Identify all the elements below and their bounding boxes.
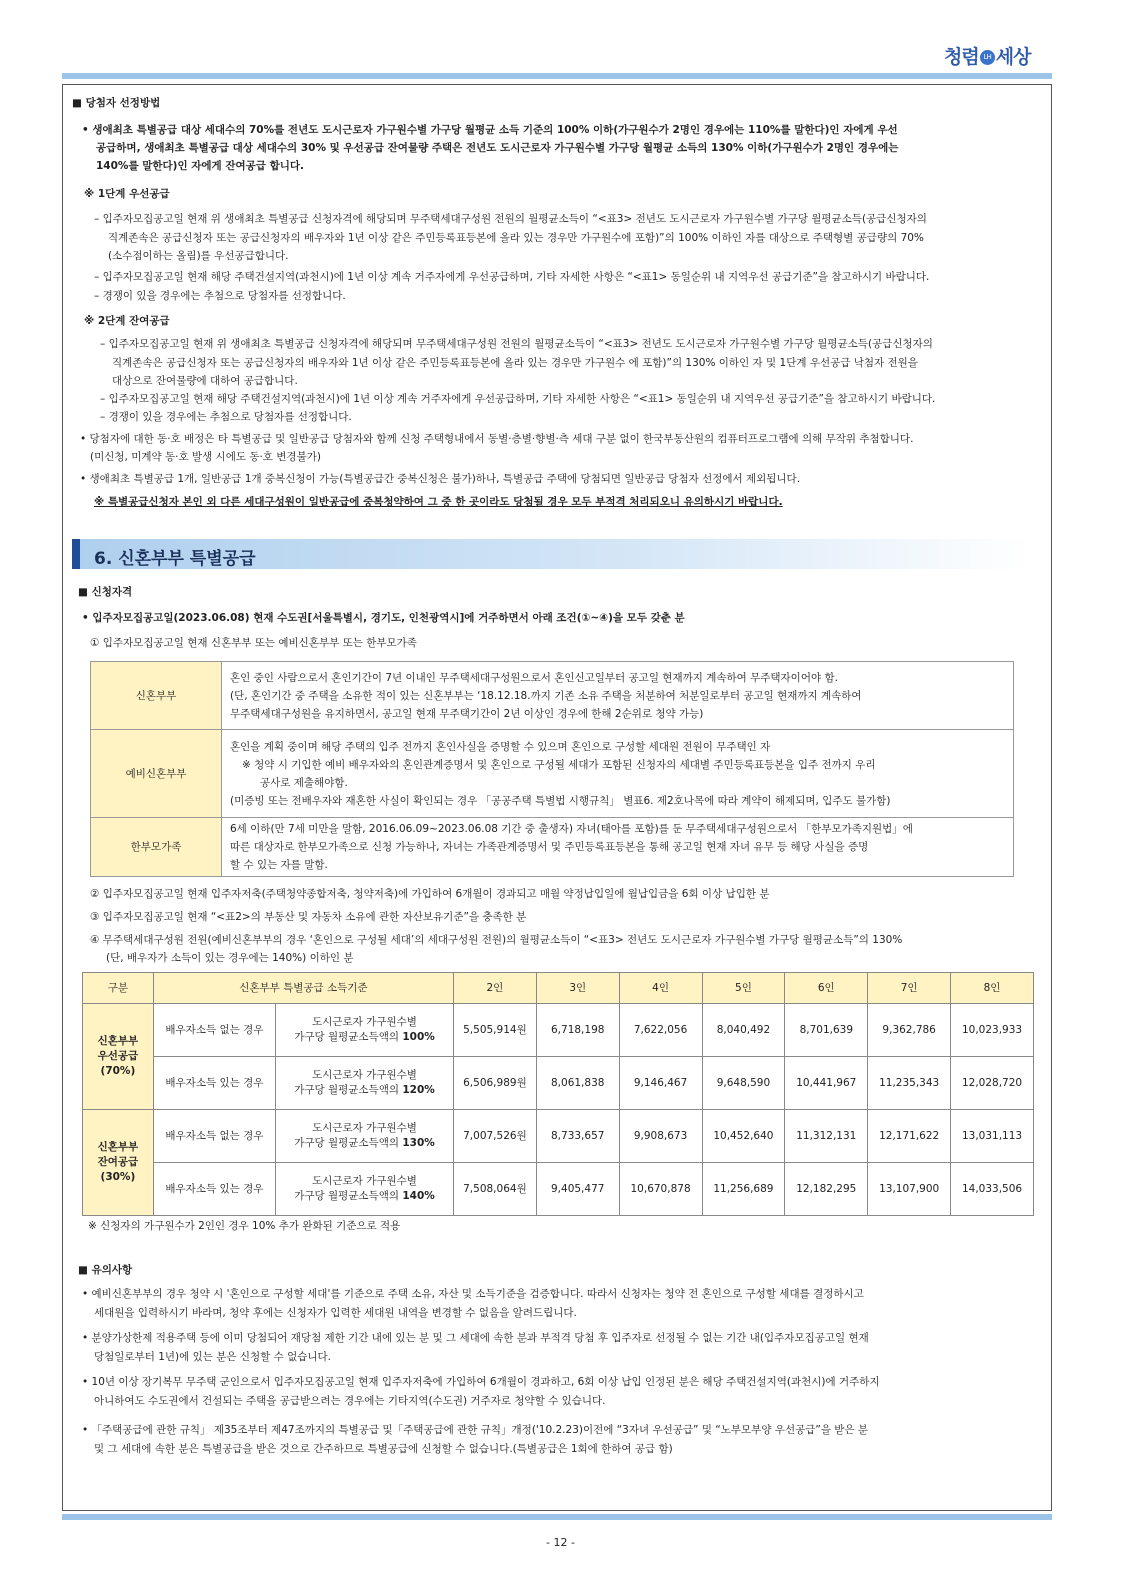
stage2-line3: 대상으로 잔여물량에 대하여 공급합니다. [112,375,298,387]
value-cell: 8,040,492 [702,1004,785,1057]
condition-4-line1: ④ 무주택세대구성원 전원(예비신혼부부의 경우 ‘혼인으로 구성될 세대’의 세대구성원 전원)의 월평균소득이 “<표3> 전년도 도시근로자 가구원수별 가구당 월평균소득”의 130% [90,934,903,946]
bullet-assignment-line1: • 당첨자에 대한 동·호 배정은 타 특별공급 및 일반공급 당첨자와 함께 신청 주택형내에서 동별·층별·향별·측 세대 구분 없이 한국부동산원의 컴퓨터프로그램에 의해 무작위 추첨합니다. [80,433,914,445]
desc-line: 무주택세대구성원을 유지하면서, 공고일 현재 무주택기간이 2년 이상인 경우에 한해 2순위로 청약 가능) [230,707,704,720]
value-cell: 7,508,064원 [454,1163,537,1216]
desc-line: ※ 청약 시 기입한 예비 배우자와의 혼인관계증명서 및 혼인으로 구성될 세대가 포함된 신청자의 세대별 주민등록표등본을 입주 전까지 우리 [242,758,876,771]
stage2-title: ※ 2단계 잔여공급 [84,315,170,327]
value-cell: 14,033,506 [951,1163,1034,1216]
case-cell: 배우자소득 없는 경우 [153,1110,275,1163]
group-line: (30%) [100,1171,136,1183]
condition-2: ② 입주자모집공고일 현재 입주자저축(주택청약종합저축, 청약저축)에 가입하여 6개월이 경과되고 매월 약정납입일에 월납입금을 6회 이상 납입한 분 [90,888,770,900]
caution-title: ■ 유의사항 [78,1264,133,1276]
stage1-line2: 직계존속은 공급신청자 또는 공급신청자의 배우자와 1년 이상 같은 주민등록표등본에 올라 있는 경우만 가구원수에 포함)”의 100% 이하인 자를 대상으로 주택형별 공급량의 70% [108,232,924,244]
table-row [91,662,1014,730]
condition-4-line2: (단, 배우자가 소득이 있는 경우에는 140%) 이하인 분 [106,952,354,964]
basis-line [277,1136,452,1151]
winner-intro-line1: • 생애최초 특별공급 대상 세대수의 70%를 전년도 도시근로자 가구원수별 가구당 월평균 소득 기준의 100% 이하(가구원수가 2명인 경우에는 110%를 말한다)인 자에게 우선 [82,124,898,136]
basis-line: 도시근로자 가구원수별 [312,1122,417,1134]
value-cell: 9,146,467 [619,1057,702,1110]
section-title: 6. 신혼부부 특별공급 [94,549,256,569]
desc-line: 혼인 중인 사람으로서 혼인기간이 7년 이내인 무주택세대구성원으로서 혼인신고일부터 공고일 현재까지 계속하여 무주택자이어야 함. [230,671,838,684]
type-desc-single-parent [222,818,1014,877]
desc-line: (단, 혼인기간 중 주택을 소유한 적이 있는 신혼부부는 ‘18.12.18.까지 기존 소유 주택을 처분하여 처분일로부터 공고일 현재까지 계속하여 [230,689,862,702]
value-cell: 8,733,657 [536,1110,619,1163]
col-header: 구분 [83,973,154,1004]
table-row [91,818,1014,877]
bottom-divider [62,1514,1052,1520]
section-heading-bar [72,539,80,569]
stage1-line4: – 입주자모집공고일 현재 해당 주택건설지역(과천시)에 1년 이상 계속 거주자에게 우선공급하며, 기타 자세한 사항은 “<표1> 동일순위 내 지역우선 공급기준”을 참고하시기 바랍니다. [94,271,930,283]
table-row [83,1057,1034,1110]
col-header: 신혼부부 특별공급 소득기준 [153,973,453,1004]
table-row [83,1004,1034,1057]
value-cell: 5,505,914원 [454,1004,537,1057]
group-line: 잔여공급 [97,1156,139,1168]
caution-3-line1: • 10년 이상 장기복무 무주택 군인으로서 입주자모집공고일 현재 입주자저축에 가입하여 6개월이 경과하고, 6회 이상 납입 인정된 분은 해당 주택건설지역(과천시)에 거주하지 [82,1376,880,1388]
caution-2-line1: • 분양가상한제 적용주택 등에 이미 당첨되어 재당첨 제한 기간 내에 있는 분 및 그 세대에 속한 분과 부적격 당첨 후 입주자로 선정될 수 없는 기간 내(입주자모집공고일 현재 [82,1332,869,1344]
income-criteria-table [82,972,1034,1216]
basis-percent: 140% [402,1190,435,1202]
basis-text: 가구당 월평균소득액의 [294,1137,403,1149]
stage2-line5: – 경쟁이 있을 경우에는 추첨으로 당첨자를 선정합니다. [100,411,352,423]
col-header: 6인 [785,973,868,1004]
basis-line: 도시근로자 가구원수별 [312,1069,417,1081]
logo-mark-icon: LH [980,50,995,65]
stage2-line1: – 입주자모집공고일 현재 위 생애최초 특별공급 신청자격에 해당되며 무주택세대구성원 전원의 월평균소득이 “<표3> 전년도 도시근로자 가구원수별 가구당 월평균소득(공급신청자의 [100,338,933,350]
section-heading [72,539,1030,569]
type-label-single-parent: 한부모가족 [91,818,222,877]
value-cell: 12,182,295 [785,1163,868,1216]
basis-percent: 120% [402,1084,435,1096]
col-header: 4인 [619,973,702,1004]
caution-2-line2: 당첨일로부터 1년)에 있는 분은 신청할 수 없습니다. [94,1351,331,1363]
desc-line: (미증빙 또는 전배우자와 재혼한 사실이 확인되는 경우 「공공주택 특별법 시행규칙」 별표6. 제2호나목에 따라 계약이 해제되며, 입주도 불가함) [230,794,891,807]
bullet-assignment-line2: (미신청, 미계약 동·호 발생 시에도 동·호 변경불가) [90,451,321,463]
group-label-priority [83,1004,154,1110]
basis-line: 도시근로자 가구원수별 [312,1016,417,1028]
caution-1-line2: 세대원을 입력하시기 바라며, 청약 후에는 신청자가 입력한 세대원 내역을 변경할 수 없음을 알려드립니다. [94,1307,577,1319]
desc-line: 따른 대상자로 한부모가족으로 신청 가능하나, 자녀는 가족관계증명서 및 주민등록표등본을 통해 공고일 현재 자녀 유무 등 해당 사실을 증명 [230,841,869,853]
value-cell: 11,312,131 [785,1110,868,1163]
value-cell: 11,235,343 [868,1057,951,1110]
desc-line: 할 수 있는 자를 말함. [230,859,328,871]
basis-line [277,1083,452,1098]
value-cell: 13,031,113 [951,1110,1034,1163]
desc-line: 혼인을 계획 중이며 해당 주택의 입주 전까지 혼인사실을 증명할 수 있으며 혼인으로 구성할 세대원 전원이 무주택인 자 [230,740,771,753]
type-desc-engaged [222,730,1014,818]
bullet-duplicate: • 생애최초 특별공급 1개, 일반공급 1개 중복신청이 가능(특별공급간 중복신청은 불가)하나, 특별공급 주택에 당첨되면 일반공급 당첨자 선정에서 제외됩니다. [80,473,801,485]
col-header: 5인 [702,973,785,1004]
basis-line [277,1189,452,1204]
condition-3: ③ 입주자모집공고일 현재 “<표2>의 부동산 및 자동차 소유에 관한 자산보유기준”을 충족한 분 [90,911,527,923]
table-row [83,1110,1034,1163]
group-line: (70%) [100,1065,136,1077]
stage2-line4: – 입주자모집공고일 현재 해당 주택건설지역(과천시)에 1년 이상 계속 거주자에게 우선공급하며, 기타 자세한 사항은 “<표1> 동일순위 내 지역우선 공급기준”을 참고하시기 바랍니다. [100,393,936,405]
caution-4-line1: • 「주택공급에 관한 규칙」 제35조부터 제47조까지의 특별공급 및「주택공급에 관한 규칙」개정('10.2.23)이전에 “3자녀 우선공급” 및 “노부모부양 우선공급”을 받은 분 [82,1424,869,1436]
value-cell: 10,670,878 [619,1163,702,1216]
stage1-line5: – 경쟁이 있을 경우에는 추첨으로 당첨자를 선정합니다. [94,290,346,302]
page-number: - 12 - [546,1536,575,1549]
value-cell: 12,028,720 [951,1057,1034,1110]
value-cell: 6,718,198 [536,1004,619,1057]
value-cell: 12,171,622 [868,1110,951,1163]
value-cell: 7,007,526원 [454,1110,537,1163]
group-line: 신혼부부 [97,1035,139,1047]
brand-logo [944,42,1030,69]
logo-text-first: 청렴 [944,46,979,68]
basis-cell [276,1110,454,1163]
value-cell: 9,405,477 [536,1163,619,1216]
logo-text-second: 세상 [995,46,1031,68]
col-header: 3인 [536,973,619,1004]
group-line: 신혼부부 [97,1141,139,1153]
caution-1-line1: • 예비신혼부부의 경우 청약 시 '혼인으로 구성할 세대'를 기준으로 주택 소유, 자산 및 소득기준을 검증합니다. 따라서 신청자는 청약 전 혼인으로 구성할 세대를 결정하시고 [82,1288,864,1300]
basis-text: 가구당 월평균소득액의 [294,1084,403,1096]
value-cell: 10,452,640 [702,1110,785,1163]
warning-duplicate: ※ 특별공급신청자 본인 외 다른 세대구성원이 일반공급에 중복청약하여 그 중 한 곳이라도 당첨될 경우 모두 부적격 처리되오니 유의하시기 바랍니다. [94,496,783,508]
desc-line: 공사로 제출해야함. [260,776,348,789]
value-cell: 10,441,967 [785,1057,868,1110]
table-header-row [83,973,1034,1004]
value-cell: 13,107,900 [868,1163,951,1216]
stage2-line2: 직계존속은 공급신청자 또는 공급신청자의 배우자와 1년 이상 같은 주민등록표등본에 올라 있는 경우만 가구원수 에 포함)”의 130% 이하인 자 및 1단계 우선공급 낙첨자 전원을 [112,357,918,369]
basis-cell [276,1004,454,1057]
col-header: 2인 [454,973,537,1004]
basis-line: 도시근로자 가구원수별 [312,1175,417,1187]
income-table-note: ※ 신청자의 가구원수가 2인인 경우 10% 추가 완화된 기준으로 적용 [88,1220,401,1232]
stage1-title: ※ 1단계 우선공급 [84,188,170,200]
value-cell: 10,023,933 [951,1004,1034,1057]
caution-4-line2: 및 그 세대에 속한 분은 특별공급을 받은 것으로 간주하므로 특별공급에 신청할 수 없습니다.(특별공급은 1회에 한하여 공급 함) [94,1443,673,1455]
winner-intro-line3: 140%를 말한다)인 자에게 잔여공급 합니다. [96,160,304,172]
group-line: 우선공급 [97,1050,139,1062]
case-cell: 배우자소득 있는 경우 [153,1057,275,1110]
basis-percent: 130% [402,1137,435,1149]
col-header: 7인 [868,973,951,1004]
marriage-type-table [90,661,1014,877]
value-cell: 11,256,689 [702,1163,785,1216]
basis-text: 가구당 월평균소득액의 [294,1190,403,1202]
top-divider [62,73,1052,79]
basis-cell [276,1163,454,1216]
condition-1: ① 입주자모집공고일 현재 신혼부부 또는 예비신혼부부 또는 한부모가족 [90,637,417,649]
group-label-remainder [83,1110,154,1216]
stage1-line1: – 입주자모집공고일 현재 위 생애최초 특별공급 신청자격에 해당되며 무주택세대구성원 전원의 월평균소득이 “<표3> 전년도 도시근로자 가구원수별 가구당 월평균소득(공급신청자의 [94,213,927,225]
winner-title: ■ 당첨자 선정방법 [72,97,161,109]
qualification-title: ■ 신청자격 [78,586,133,598]
table-row [91,730,1014,818]
value-cell: 7,622,056 [619,1004,702,1057]
value-cell: 8,061,838 [536,1057,619,1110]
desc-line: 6세 이하(만 7세 미만을 말함, 2016.06.09~2023.06.08 기간 중 출생자) 자녀(태아를 포함)를 둔 무주택세대구성원으로서 「한부모가족지원법」에 [230,823,913,835]
basis-text: 가구당 월평균소득액의 [294,1031,403,1043]
basis-line [277,1030,452,1045]
table-row [83,1163,1034,1216]
type-label-engaged: 예비신혼부부 [91,730,222,818]
basis-cell [276,1057,454,1110]
value-cell: 9,908,673 [619,1110,702,1163]
value-cell: 9,362,786 [868,1004,951,1057]
stage1-line3: (소수점이하는 올림)를 우선공급합니다. [108,250,289,262]
intro-text-1: 생애최초 특별공급 대상 세대수의 70%를 전년도 도시근로자 가구원수별 가구당 월평균 소득 기준의 100% 이하(가구원수가 2명인 경우에는 110%를 말한다)인 자에게 우선 [92,124,898,136]
basis-percent: 100% [402,1031,435,1043]
winner-intro-line2: 공급하며, 생애최초 특별공급 대상 세대수의 30% 및 우선공급 잔여물량 주택은 전년도 도시근로자 가구원수별 가구당 월평균 소득의 130% 이하(가구원수가 2명인 경우에는 [96,142,899,154]
col-header: 8인 [951,973,1034,1004]
type-desc-newlywed [222,662,1014,730]
type-label-newlywed: 신혼부부 [91,662,222,730]
case-cell: 배우자소득 없는 경우 [153,1004,275,1057]
value-cell: 8,701,639 [785,1004,868,1057]
qualification-lead: • 입주자모집공고일(2023.06.08) 현재 수도권[서울특별시, 경기도, 인천광역시]에 거주하면서 아래 조건(①~④)을 모두 갖춘 분 [82,612,685,624]
value-cell: 6,506,989원 [454,1057,537,1110]
caution-3-line2: 아니하여도 수도권에서 건설되는 주택을 공급받으려는 경우에는 기타지역(수도권) 거주자로 청약할 수 있습니다. [94,1395,606,1407]
case-cell: 배우자소득 있는 경우 [153,1163,275,1216]
value-cell: 9,648,590 [702,1057,785,1110]
